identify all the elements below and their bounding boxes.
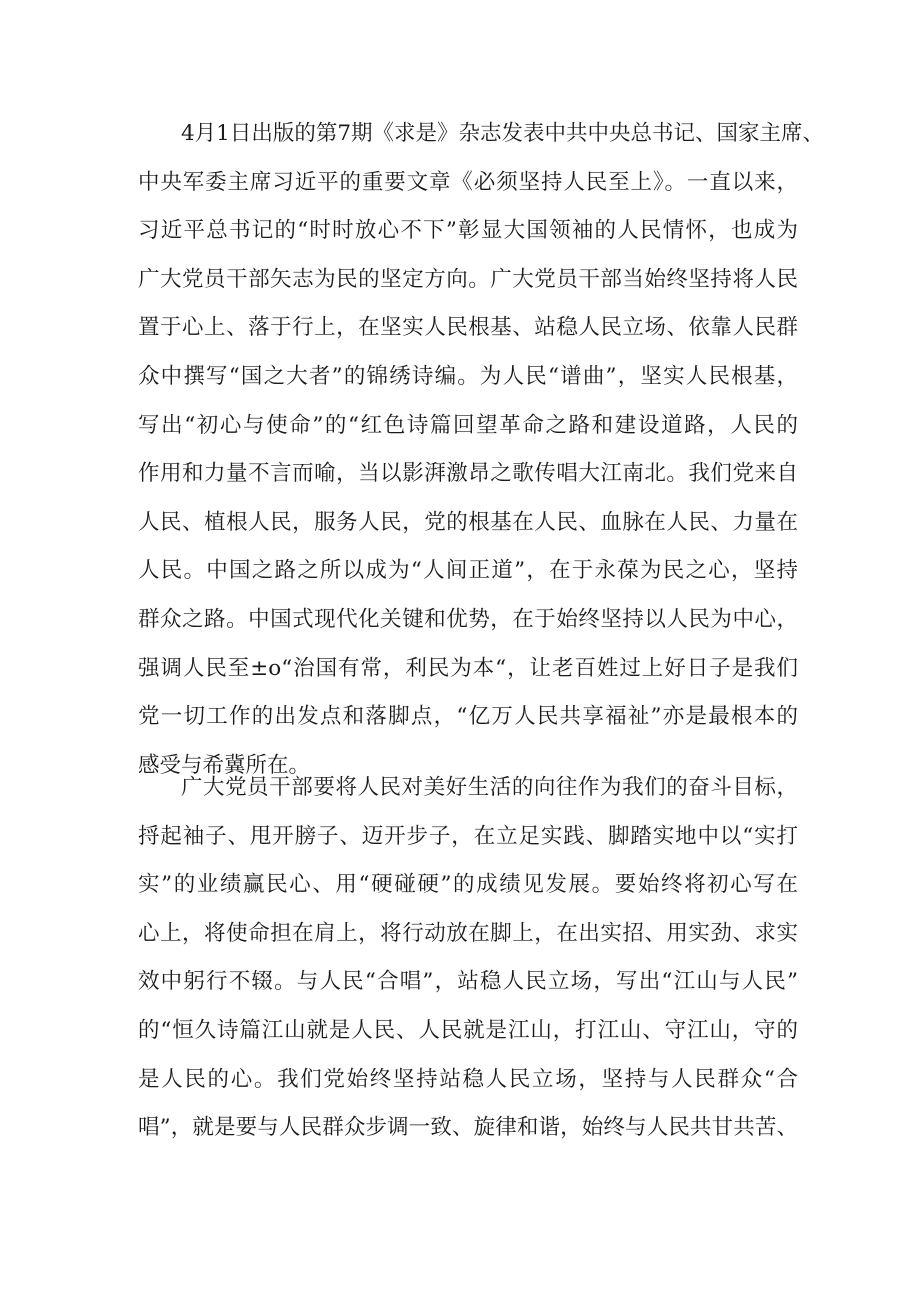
paragraph-line: 党一切工作的出发点和落脚点，“亿万人民共享福祉”亦是最根本的 bbox=[138, 704, 798, 730]
paragraph-line: 中央军委主席习近平的重要文章《必须坚持人民至上》。一直以来， bbox=[138, 169, 798, 195]
paragraph-line: 广大党员干部要将人民对美好生活的向往作为我们的奋斗目标， bbox=[181, 775, 798, 800]
paragraph-line: 习近平总书记的“时时放心不下”彰显大国领袖的人民情怀，也成为 bbox=[138, 218, 798, 244]
paragraph-line: 人民、植根人民，服务人民，党的根基在人民、血脉在人民、力量在 bbox=[138, 509, 798, 535]
paragraph-1 bbox=[138, 110, 825, 790]
paragraph-line: 作用和力量不言而喻，当以影湃激昂之歌传唱大江南北。我们党来自 bbox=[138, 461, 798, 487]
paragraph-line: 强调人民至±o“治国有常，利民为本“，让老百姓过上好日子是我们 bbox=[138, 655, 798, 681]
paragraph-line: 广大党员干部矢志为民的坚定方向。广大党员干部当始终坚持将人民 bbox=[138, 266, 798, 292]
paragraph-line: 捋起袖子、甩开膀子、迈开步子，在立足实践、脚踏实地中以“实打 bbox=[138, 823, 798, 849]
paragraph-line: 写出“初心与使命”的“红色诗篇回望革命之路和建设道路，人民的 bbox=[138, 412, 798, 438]
paragraph-line: 置于心上、落于行上，在坚实人民根基、站稳人民立场、依靠人民群 bbox=[138, 315, 798, 341]
paragraph-line: 心上，将使命担在肩上，将行动放在脚上，在出实招、用实劲、求实 bbox=[138, 920, 798, 946]
paragraph-line: 感受与希冀所在。 bbox=[138, 752, 311, 778]
paragraph-line: 是人民的心。我们党始终坚持站稳人民立场，坚持与人民群众“合 bbox=[138, 1066, 798, 1092]
paragraph-2 bbox=[138, 764, 798, 1153]
paragraph-line: 4月1日出版的第7期《求是》杂志发表中共中央总书记、国家主席、 bbox=[181, 121, 825, 146]
paragraph-line: 的“恒久诗篇江山就是人民、人民就是江山，打江山、守江山，守的 bbox=[138, 1017, 798, 1043]
paragraph-line: 人民。中国之路之所以成为“人间正道”，在于永葆为民之心，坚持 bbox=[138, 558, 798, 584]
paragraph-line: 众中撰写“国之大者”的锦绣诗编。为人民“谱曲”，坚实人民根基， bbox=[138, 363, 798, 389]
paragraph-line: 群众之路。中国式现代化关键和优势，在于始终坚持以人民为中心， bbox=[138, 606, 798, 632]
paragraph-line: 唱”，就是要与人民群众步调一致、旋律和谐，始终与人民共甘共苦、 bbox=[138, 1115, 798, 1141]
paragraph-line: 实”的业绩赢民心、用“硬碰硬”的成绩见发展。要始终将初心写在 bbox=[138, 872, 798, 898]
paragraph-line: 效中躬行不辍。与人民“合唱”，站稳人民立场，写出“江山与人民” bbox=[138, 969, 798, 995]
